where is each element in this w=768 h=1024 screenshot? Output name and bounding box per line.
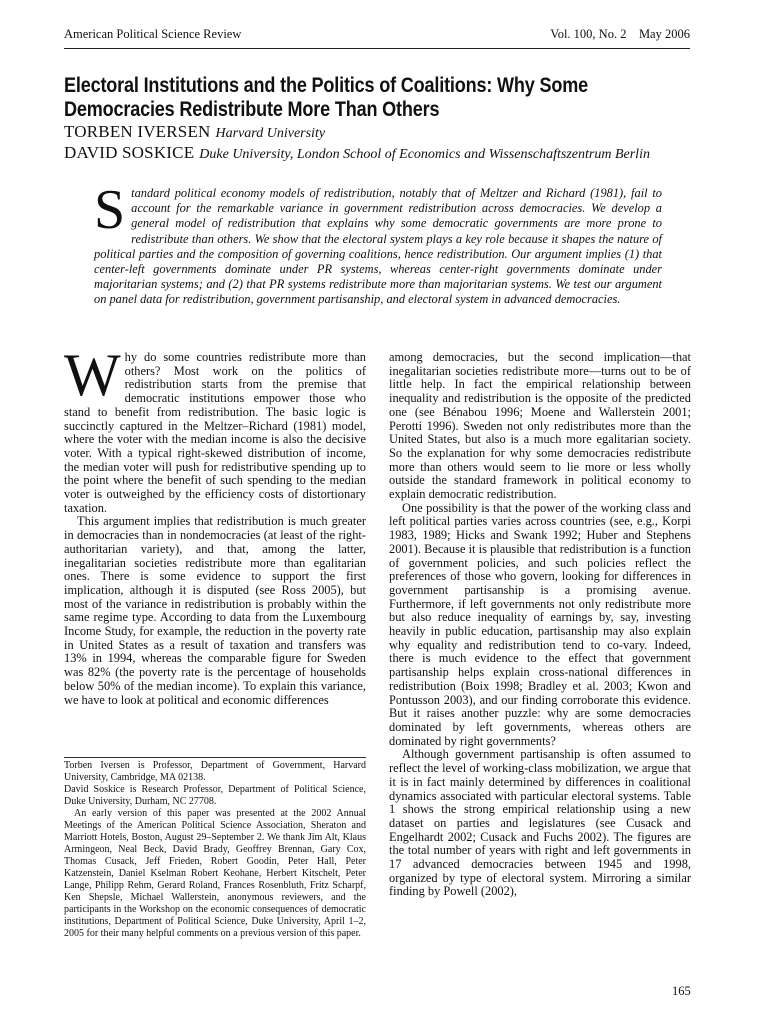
author-block <box>64 122 694 164</box>
abstract <box>94 179 662 308</box>
author-name: TORBEN IVERSEN <box>64 122 211 141</box>
paragraph-text: hy do some countries redistribute more than others? Most work on the politics of redistribution starts from the premise that democratic institutions empower those who stand to benefit from redistribution. The basic logic is succinctly captured in the Meltzer–Richard (1981) model, where the voter with the median income is also the decisive voter. With a typical right-skewed distribution of income, the median voter will push for redistributive spending up to the point where the benefit of such spending to the median voter is outweighed by the efficiency costs of distortionary taxation. <box>64 350 366 515</box>
article-title: Electoral Institutions and the Politics of Coalitions: Why Some Democracies Redistribute More Than Others <box>64 74 588 121</box>
body-paragraph <box>64 342 366 515</box>
body-paragraph: Although government partisanship is often assumed to reflect the level of working-class mobilization, we argue that it is in fact mainly determined by differences in coalitional dynamics associated with particular electoral systems. Table 1 shows the strong empirical relationship using a new dataset on parties and legislatures (see Cusack and Engelhardt 2002; Cusack and Fuchs 2002). The figures are the total number of years with right and left governments in 17 advanced democracies between 1945 and 1998, organized by type of electoral system. Mirroring a similar finding by Powell (2002), <box>389 747 691 899</box>
body-column-right <box>389 351 691 899</box>
author-2 <box>64 143 694 164</box>
abstract-drop-cap: S <box>94 179 126 241</box>
author-name: DAVID SOSKICE <box>64 143 195 162</box>
body-paragraph: among democracies, but the second implication—that inegalitarian societies redistribute more—turns out to be of little help. In fact the empirical relationship between inequality and redistribution is the opposite of the predicted one (see Bénabou 1996; Moene and Wallerstein 2001; Perotti 1996). Sweden not only redistributes more than the United States, but also is a much more egalitarian society. So the explanation for why some democracies redistribute more than others would seem to lie more or less wholly outside the standard framework in political economy to explain democratic redistribution. <box>389 350 691 502</box>
header-rule <box>64 48 690 49</box>
author-1 <box>64 122 694 143</box>
footnote-rule <box>64 757 366 758</box>
running-head <box>64 27 690 42</box>
body-column-left <box>64 342 366 707</box>
body-drop-cap: W <box>64 342 121 408</box>
footnote-author-2: David Soskice is Research Professor, Department of Political Science, Duke University, Durham, NC 27708. <box>64 784 366 807</box>
author-affiliation: Duke University, London School of Economics and Wissenschaftszentrum Berlin <box>199 147 650 162</box>
journal-name: American Political Science Review <box>64 27 242 41</box>
abstract-text: tandard political economy models of redistribution, notably that of Meltzer and Richard (1981), fail to account for the remarkable variance in government redistribution across democracies. We develop a general model of redistribution that explains why some democratic governments are more prone to redistribute than others. We show that the electoral system plays a key role because it shapes the nature of political parties and the composition of governing coalitions, hence redistribution. Our argument implies (1) that center-left governments dominate under PR systems, whereas center-right governments dominate under majoritarian systems; and (2) that PR systems redistribute more than majoritarian systems. We test our argument on panel data for redistribution, government partisanship, and electoral system in advanced democracies. <box>94 186 662 307</box>
footnote-acknowledgments: An early version of this paper was presented at the 2002 Annual Meetings of the American Political Science Association, Sheraton and Marriott Hotels, Boston, August 29–September 2. We thank Jim Alt, Klaus Armingeon, Neal Beck, David Brady, Geoffrey Brennan, Gary Cox, Thomas Cusack, Jeff Frieden, Robert Goodin, Peter Hall, Peter Katzenstein, Daniel Kselman Robert Keohane, Herbert Kitschelt, Peter Lange, Philipp Rehm, Gerard Roland, Frances Rosenbluth, Fritz Scharpf, Ken Shepsle, Michael Wallerstein, anonymous reviewers, and the participants in the Workshop on the economic consequences of democratic institutions, Department of Political Science, Duke University, April 1–2, 2005 for their many helpful comments on a previous version of this paper. <box>64 808 366 939</box>
author-affiliation: Harvard University <box>215 126 326 141</box>
body-paragraph: This argument implies that redistribution is much greater in democracies than in nondemocracies (at least of the right-authoritarian variety), and that, among the latter, inegalitarian societies redistribute more than egalitarian ones. There is some evidence to support the first implication, although it is disputed (see Ross 2005), but most of the variance in redistribution is probably within the same regime type. According to data from the Luxembourg Income Study, for example, the reduction in the poverty rate in United States as a result of taxation and transfers was 13% in 1994, whereas the comparable figure for Sweden was 82% (the poverty rate is the percentage of households below 50% of the median income). To explain this variance, we have to look at political and economic differences <box>64 514 366 707</box>
page-number: 165 <box>672 984 691 998</box>
footnotes <box>64 760 366 940</box>
footnote-author-1: Torben Iversen is Professor, Department of Government, Harvard University, Cambridge, MA 02138. <box>64 760 366 783</box>
issue-info: Vol. 100, No. 2 May 2006 <box>550 27 690 41</box>
body-paragraph: One possibility is that the power of the working class and left political parties varies across countries (see, e.g., Korpi 1983, 1989; Hicks and Swank 1992; Huber and Stephens 2001). Because it is plausible that redistribution is a function of government policies, and such policies reflect the preferences of those who govern, looking for differences in government partisanship is a promising avenue. Furthermore, if left governments not only redistribute more but also reduce inequality of earnings by, say, investing heavily in public education, partisanship may also explain why equality and redistribution tend to co-vary. Indeed, there is much evidence to the effect that government partisanship helps explain cross-national differences in redistribution (Boix 1998; Bradley et al. 2003; Kwon and Pontusson 2003), and our finding corroborate this evidence. But it raises another puzzle: why are some democracies dominated by left governments, whereas others are dominated by right governments? <box>389 500 691 748</box>
